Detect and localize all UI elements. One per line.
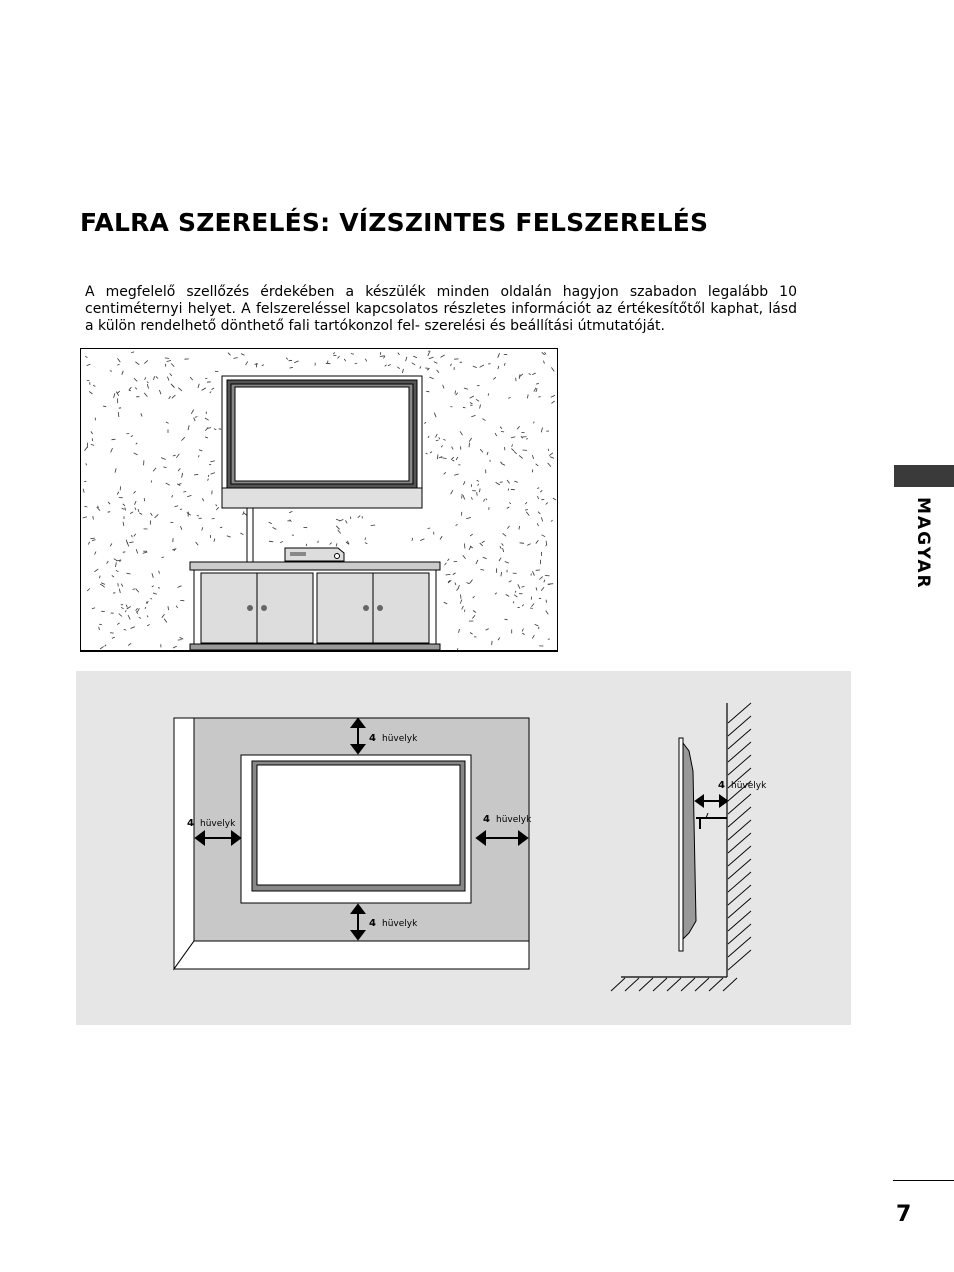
clearance-right-unit: hüvelyk <box>496 815 532 825</box>
clearance-bottom-value: 4 <box>369 918 376 929</box>
page-title: FALRA SZERELÉS: VÍZSZINTES FELSZERELÉS <box>80 208 709 237</box>
clearance-diagram-panel <box>76 671 851 1025</box>
clearance-side-value: 4 <box>718 780 725 791</box>
vcr-illustration <box>285 548 344 561</box>
intro-paragraph: A megfelelő szellőzés érdekében a készülék minden oldalán hagyjon szabadon legalább 10 centiméternyi helyet. A felszereléssel kapcsolatos részletes információt az értékesítőtől kaphat, lásd a külön rendelhető dönthető fali tartókonzol fel- szerelési és beállítási útmutatóját. <box>85 284 797 334</box>
clearance-top-value: 4 <box>369 733 376 744</box>
page-number-rule <box>893 1180 954 1181</box>
language-tab-marker <box>894 465 954 487</box>
clearance-side-unit: hüvelyk <box>731 781 767 791</box>
page-number: 7 <box>896 1202 912 1227</box>
clearance-left-unit: hüvelyk <box>200 819 236 829</box>
front-view-diagram <box>174 718 532 969</box>
tv-illustration <box>222 376 422 508</box>
side-view-diagram <box>611 703 767 991</box>
language-side-label: MAGYAR <box>913 497 933 590</box>
clearance-right-value: 4 <box>483 814 490 825</box>
clearance-top-unit: hüvelyk <box>382 734 418 744</box>
wall-mount-illustration <box>80 348 558 652</box>
clearance-bottom-unit: hüvelyk <box>382 919 418 929</box>
cabinet-illustration <box>190 562 440 650</box>
clearance-left-value: 4 <box>187 818 194 829</box>
